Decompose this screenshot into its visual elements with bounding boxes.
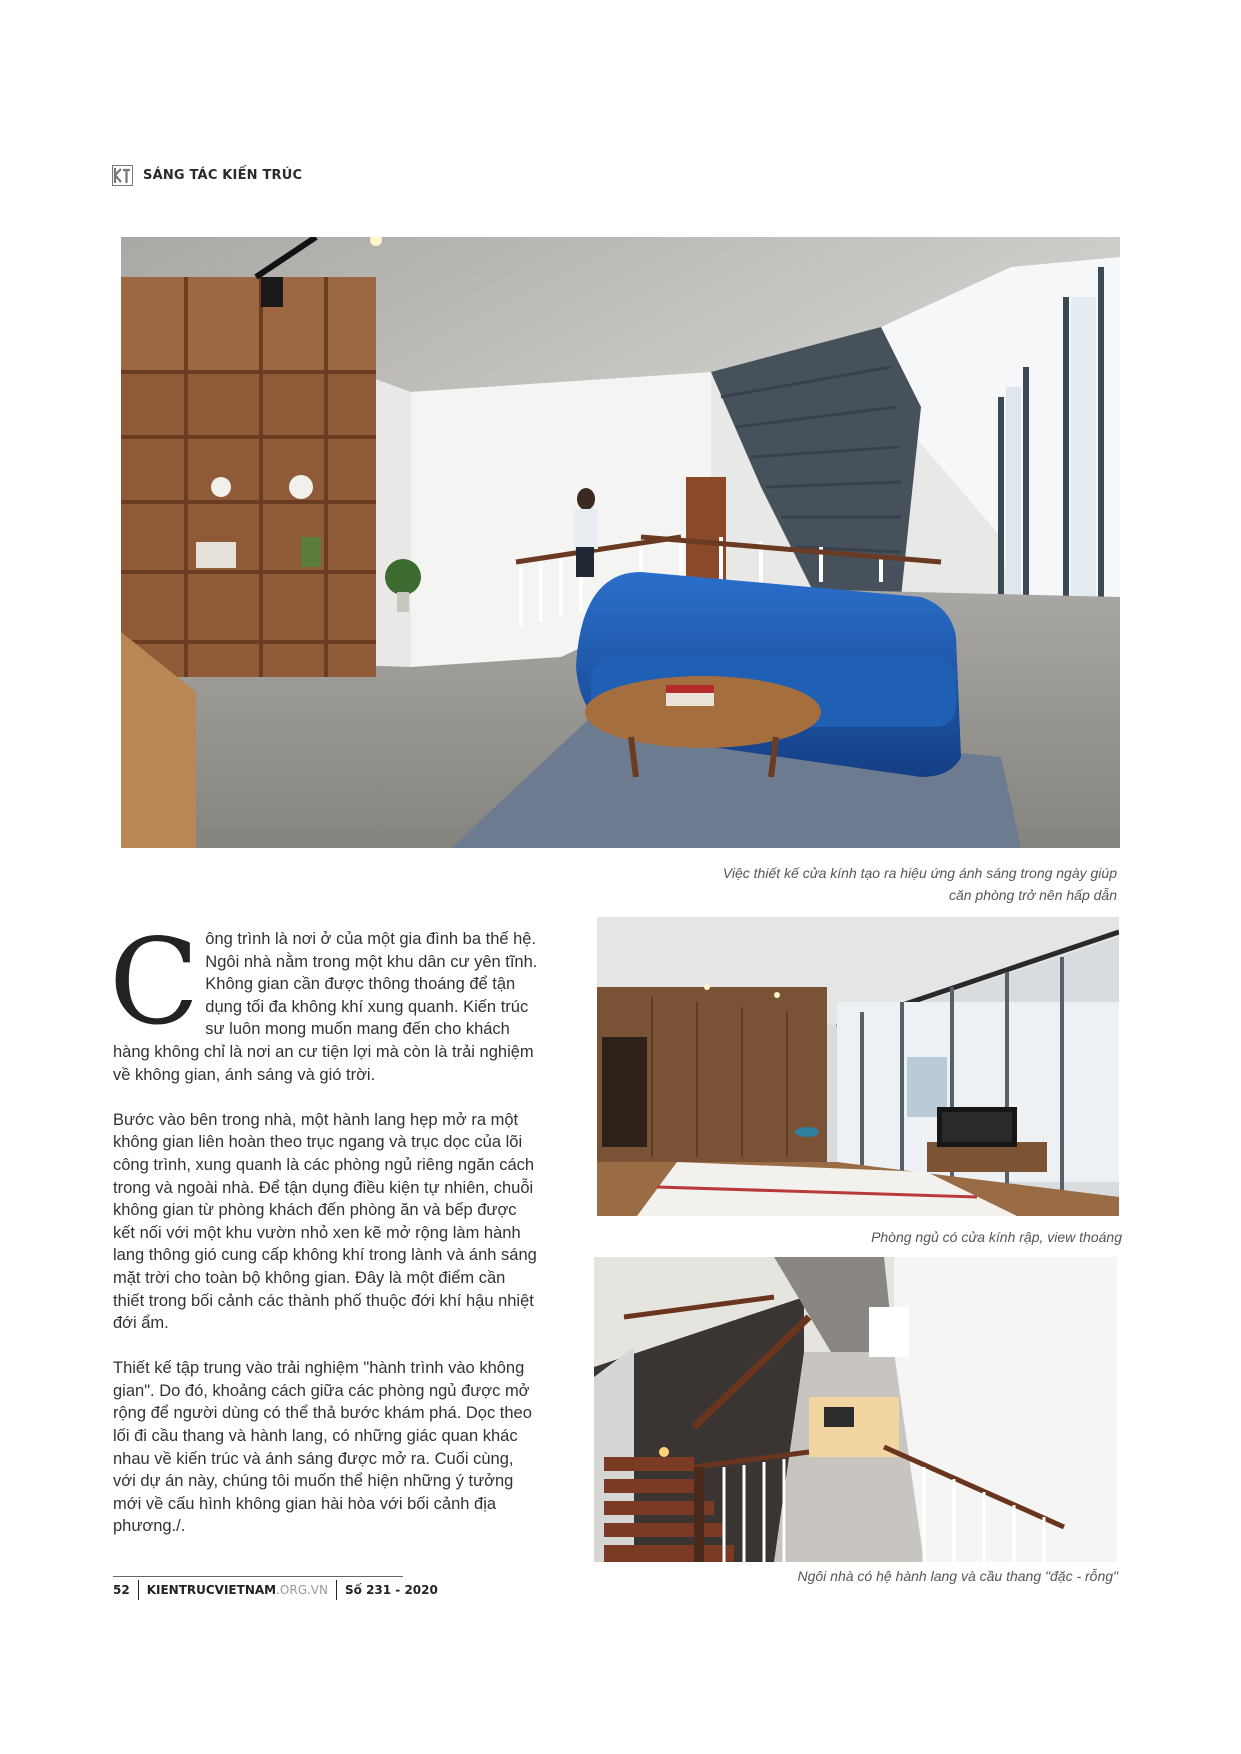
kt-logo-icon — [112, 165, 133, 186]
living-room-caption: Việc thiết kế cửa kính tạo ra hiệu ứng ánh sáng trong ngày giúp căn phòng trở nên hấp dẫn — [722, 865, 1117, 903]
staircase-photo — [594, 1257, 1117, 1562]
footer-separator-2 — [336, 1580, 337, 1600]
staircase-caption: Ngôi nhà có hệ hành lang và cầu thang "đặc - rỗng" — [797, 1568, 1118, 1584]
article-body — [109, 913, 538, 1561]
section-header — [112, 163, 302, 187]
living-room-photo — [121, 237, 1120, 848]
paragraph-1-text: ông trình là nơi ở của một gia đình ba thế hệ. Ngôi nhà nằm trong một khu dân cư yên tĩnh. Không gian cần được thông thoáng để tận dụng tối đa không khí xung quanh. Kiến trúc sư luôn mong muốn mang đến cho khách hàng không chỉ là nơi an cư tiện lợi mà còn là trải nghiệm về không gian, ánh sáng và gió trời. — [113, 930, 538, 1084]
site-name: KIENTRUCVIETNAM — [146, 1583, 277, 1597]
article-paragraph-1 — [109, 913, 538, 1086]
bedroom-caption: Phòng ngủ có cửa kính rập, view thoáng — [871, 1229, 1122, 1245]
article-paragraph-3: Thiết kế tập trung vào trải nghiệm "hành trình vào không gian". Do đó, khoảng cách giữa các phòng ngủ được mở rộng để người dùng có thể thả bước khám phá. Dọc theo lối đi cầu thang và hành lang, có những giác quan khác nhau về kiến trúc và ánh sáng được mở ra. Cuối cùng, với dự án này, chúng tôi muốn thể hiện những ý tưởng mới về cấu hình không gian hài hòa với bối cảnh địa phương./. — [113, 1359, 532, 1536]
drop-cap: C — [109, 913, 200, 1051]
page-footer — [113, 1580, 438, 1600]
article-paragraph-2: Bước vào bên trong nhà, một hành lang hẹp mở ra một không gian liên hoàn theo trục ngang và trục dọc của lõi công trình, xung quanh là các phòng ngủ riêng ngăn cách trong và ngoài nhà. Để tận dụng điều kiện tự nhiên, chuỗi không gian từ phòng khách đến phòng ăn và bếp được kết nối với một khu vườn nhỏ xen kẽ mở rộng làm hành lang thông gió cung cấp không khí trong lành và ánh sáng mặt trời cho toàn bộ không gian. Đây là một điểm cần thiết trong bối cảnh các thành phố thuộc đới khí hậu nhiệt đới ẩm. — [113, 1110, 537, 1333]
issue-label: Số 231 - 2020 — [345, 1583, 438, 1597]
site-domain: .ORG.VN — [276, 1583, 328, 1597]
page-number: 52 — [113, 1583, 130, 1597]
footer-separator — [138, 1580, 139, 1600]
footer-rule — [113, 1576, 403, 1577]
section-title: SÁNG TÁC KIẾN TRÚC — [143, 167, 303, 183]
bedroom-photo — [597, 917, 1119, 1216]
